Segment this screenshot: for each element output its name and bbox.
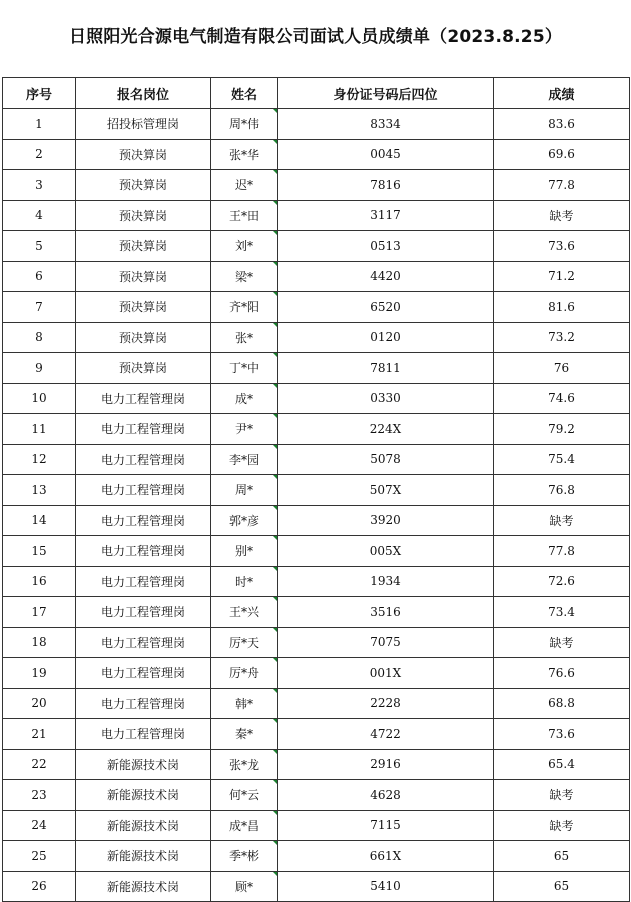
- cell-name: 成*昌: [211, 810, 278, 841]
- table-row: [3, 780, 630, 811]
- cell-name: 秦*: [211, 719, 278, 750]
- cell-score: 72.6: [494, 566, 630, 597]
- table-row: [3, 353, 630, 384]
- table-row: [3, 597, 630, 628]
- score-table: [2, 77, 630, 902]
- cell-name: 尹*: [211, 414, 278, 445]
- cell-position: 电力工程管理岗: [76, 536, 211, 567]
- cell-position: 新能源技术岗: [76, 841, 211, 872]
- table-row: [3, 688, 630, 719]
- cell-id-last4: 1934: [278, 566, 494, 597]
- cell-name: 何*云: [211, 780, 278, 811]
- header-name: 姓名: [211, 78, 278, 109]
- cell-id-last4: 4628: [278, 780, 494, 811]
- cell-id-last4: 2228: [278, 688, 494, 719]
- cell-index: 21: [3, 719, 76, 750]
- cell-index: 1: [3, 109, 76, 140]
- table-row: [3, 261, 630, 292]
- cell-index: 16: [3, 566, 76, 597]
- cell-position: 新能源技术岗: [76, 871, 211, 902]
- cell-id-last4: 8334: [278, 109, 494, 140]
- cell-name: 刘*: [211, 231, 278, 262]
- table-row: [3, 658, 630, 689]
- cell-id-last4: 0120: [278, 322, 494, 353]
- table-row: [3, 719, 630, 750]
- cell-name: 李*园: [211, 444, 278, 475]
- table-row: [3, 109, 630, 140]
- cell-score: 73.2: [494, 322, 630, 353]
- cell-position: 预决算岗: [76, 170, 211, 201]
- table-row: [3, 475, 630, 506]
- table-row: [3, 292, 630, 323]
- cell-name: 时*: [211, 566, 278, 597]
- cell-id-last4: 224X: [278, 414, 494, 445]
- cell-index: 11: [3, 414, 76, 445]
- table-row: [3, 139, 630, 170]
- cell-name: 季*彬: [211, 841, 278, 872]
- cell-position: 电力工程管理岗: [76, 658, 211, 689]
- cell-name: 别*: [211, 536, 278, 567]
- cell-position: 电力工程管理岗: [76, 627, 211, 658]
- cell-index: 12: [3, 444, 76, 475]
- table-row: [3, 841, 630, 872]
- cell-position: 电力工程管理岗: [76, 444, 211, 475]
- cell-position: 预决算岗: [76, 139, 211, 170]
- cell-id-last4: 7075: [278, 627, 494, 658]
- cell-score: 68.8: [494, 688, 630, 719]
- cell-position: 电力工程管理岗: [76, 383, 211, 414]
- cell-name: 韩*: [211, 688, 278, 719]
- cell-position: 预决算岗: [76, 353, 211, 384]
- cell-position: 预决算岗: [76, 200, 211, 231]
- cell-id-last4: 5078: [278, 444, 494, 475]
- cell-name: 梁*: [211, 261, 278, 292]
- cell-position: 电力工程管理岗: [76, 414, 211, 445]
- cell-score: 缺考: [494, 780, 630, 811]
- cell-index: 7: [3, 292, 76, 323]
- cell-index: 23: [3, 780, 76, 811]
- cell-score: 65: [494, 871, 630, 902]
- cell-id-last4: 7811: [278, 353, 494, 384]
- cell-score: 71.2: [494, 261, 630, 292]
- cell-id-last4: 6520: [278, 292, 494, 323]
- table-row: [3, 810, 630, 841]
- cell-name: 成*: [211, 383, 278, 414]
- cell-index: 2: [3, 139, 76, 170]
- cell-id-last4: 3117: [278, 200, 494, 231]
- table-row: [3, 871, 630, 902]
- cell-name: 郭*彦: [211, 505, 278, 536]
- cell-id-last4: 001X: [278, 658, 494, 689]
- cell-position: 招投标管理岗: [76, 109, 211, 140]
- cell-score: 76: [494, 353, 630, 384]
- cell-index: 14: [3, 505, 76, 536]
- table-row: [3, 505, 630, 536]
- table-row: [3, 536, 630, 567]
- cell-score: 83.6: [494, 109, 630, 140]
- table-row: [3, 322, 630, 353]
- cell-id-last4: 3920: [278, 505, 494, 536]
- cell-name: 顾*: [211, 871, 278, 902]
- cell-score: 74.6: [494, 383, 630, 414]
- document-title: 日照阳光合源电气制造有限公司面试人员成绩单（2023.8.25）: [68, 27, 563, 47]
- table-row: [3, 414, 630, 445]
- cell-score: 缺考: [494, 200, 630, 231]
- table-row: [3, 383, 630, 414]
- cell-id-last4: 005X: [278, 536, 494, 567]
- cell-position: 电力工程管理岗: [76, 688, 211, 719]
- header-index: 序号: [3, 78, 76, 109]
- table-body: [3, 109, 630, 902]
- cell-id-last4: 5410: [278, 871, 494, 902]
- cell-score: 73.4: [494, 597, 630, 628]
- cell-position: 预决算岗: [76, 322, 211, 353]
- cell-index: 9: [3, 353, 76, 384]
- cell-id-last4: 4722: [278, 719, 494, 750]
- cell-score: 75.4: [494, 444, 630, 475]
- cell-name: 齐*阳: [211, 292, 278, 323]
- table-row: [3, 749, 630, 780]
- cell-score: 65.4: [494, 749, 630, 780]
- cell-index: 24: [3, 810, 76, 841]
- cell-name: 迟*: [211, 170, 278, 201]
- cell-position: 电力工程管理岗: [76, 566, 211, 597]
- cell-index: 13: [3, 475, 76, 506]
- cell-index: 26: [3, 871, 76, 902]
- cell-index: 18: [3, 627, 76, 658]
- cell-score: 缺考: [494, 627, 630, 658]
- cell-score: 79.2: [494, 414, 630, 445]
- cell-score: 81.6: [494, 292, 630, 323]
- cell-id-last4: 0330: [278, 383, 494, 414]
- cell-id-last4: 7816: [278, 170, 494, 201]
- cell-score: 76.8: [494, 475, 630, 506]
- cell-score: 缺考: [494, 505, 630, 536]
- cell-name: 厉*舟: [211, 658, 278, 689]
- cell-index: 10: [3, 383, 76, 414]
- cell-name: 张*: [211, 322, 278, 353]
- cell-position: 电力工程管理岗: [76, 719, 211, 750]
- cell-score: 缺考: [494, 810, 630, 841]
- cell-name: 周*: [211, 475, 278, 506]
- cell-index: 19: [3, 658, 76, 689]
- cell-position: 预决算岗: [76, 231, 211, 262]
- cell-name: 王*田: [211, 200, 278, 231]
- cell-index: 20: [3, 688, 76, 719]
- cell-name: 王*兴: [211, 597, 278, 628]
- header-score: 成绩: [494, 78, 630, 109]
- cell-id-last4: 0045: [278, 139, 494, 170]
- cell-position: 电力工程管理岗: [76, 597, 211, 628]
- cell-position: 预决算岗: [76, 292, 211, 323]
- cell-score: 73.6: [494, 231, 630, 262]
- cell-position: 预决算岗: [76, 261, 211, 292]
- table-row: [3, 444, 630, 475]
- cell-position: 新能源技术岗: [76, 810, 211, 841]
- cell-index: 6: [3, 261, 76, 292]
- cell-position: 新能源技术岗: [76, 749, 211, 780]
- cell-id-last4: 3516: [278, 597, 494, 628]
- cell-position: 电力工程管理岗: [76, 475, 211, 506]
- cell-score: 65: [494, 841, 630, 872]
- table-header-row: [3, 78, 630, 109]
- cell-id-last4: 4420: [278, 261, 494, 292]
- cell-index: 17: [3, 597, 76, 628]
- table-row: [3, 566, 630, 597]
- cell-name: 张*华: [211, 139, 278, 170]
- cell-id-last4: 0513: [278, 231, 494, 262]
- cell-score: 77.8: [494, 170, 630, 201]
- header-id-last4: 身份证号码后四位: [278, 78, 494, 109]
- cell-index: 25: [3, 841, 76, 872]
- cell-name: 丁*中: [211, 353, 278, 384]
- table-row: [3, 170, 630, 201]
- cell-score: 76.6: [494, 658, 630, 689]
- cell-index: 15: [3, 536, 76, 567]
- cell-name: 张*龙: [211, 749, 278, 780]
- cell-index: 5: [3, 231, 76, 262]
- table-row: [3, 200, 630, 231]
- cell-index: 4: [3, 200, 76, 231]
- cell-index: 8: [3, 322, 76, 353]
- header-position: 报名岗位: [76, 78, 211, 109]
- table-row: [3, 231, 630, 262]
- cell-score: 69.6: [494, 139, 630, 170]
- cell-name: 周*伟: [211, 109, 278, 140]
- cell-id-last4: 507X: [278, 475, 494, 506]
- cell-id-last4: 2916: [278, 749, 494, 780]
- table-row: [3, 627, 630, 658]
- cell-score: 73.6: [494, 719, 630, 750]
- cell-name: 厉*天: [211, 627, 278, 658]
- cell-score: 77.8: [494, 536, 630, 567]
- cell-position: 新能源技术岗: [76, 780, 211, 811]
- cell-id-last4: 661X: [278, 841, 494, 872]
- cell-index: 22: [3, 749, 76, 780]
- cell-index: 3: [3, 170, 76, 201]
- cell-position: 电力工程管理岗: [76, 505, 211, 536]
- cell-id-last4: 7115: [278, 810, 494, 841]
